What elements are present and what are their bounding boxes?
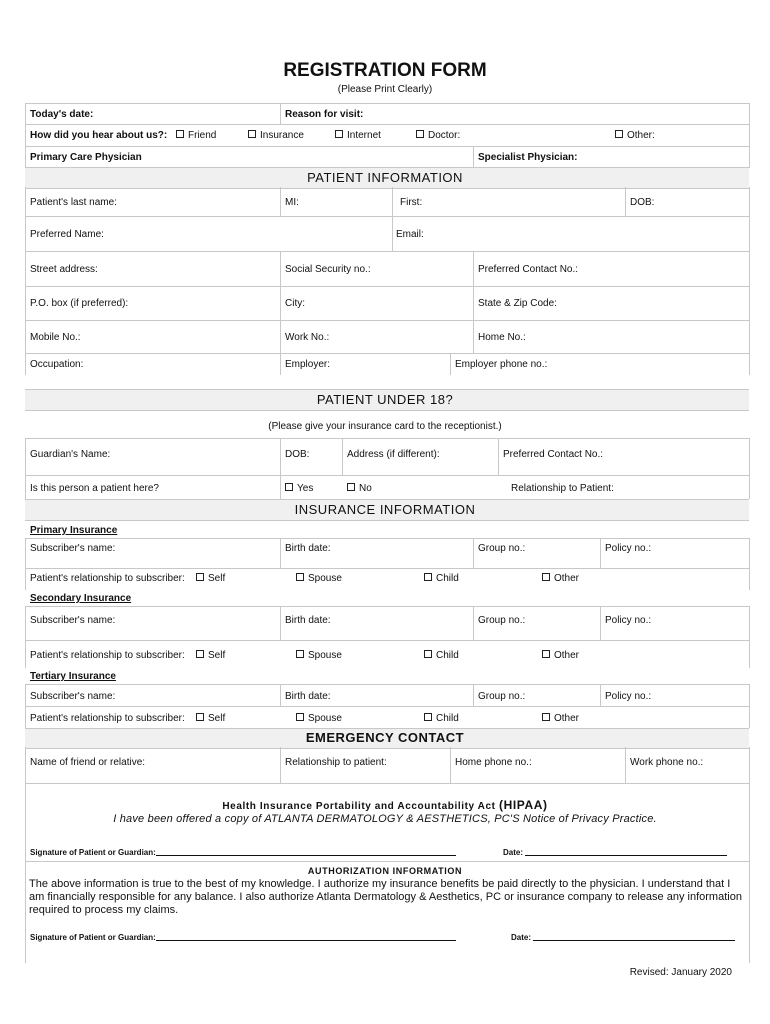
mi-field[interactable]: MI: xyxy=(285,197,299,208)
primary-birth-date-field[interactable]: Birth date: xyxy=(285,543,331,554)
revised-date: Revised: January 2020 xyxy=(629,967,732,978)
doctor-option[interactable]: Doctor: xyxy=(416,130,460,141)
date-line[interactable] xyxy=(525,847,727,856)
pcp-label[interactable]: Primary Care Physician xyxy=(30,152,142,163)
divider xyxy=(473,146,474,168)
checkbox[interactable] xyxy=(424,713,432,721)
divider xyxy=(280,684,281,706)
guardian-contact-field[interactable]: Preferred Contact No.: xyxy=(503,449,604,460)
divider xyxy=(25,187,26,375)
signature-line[interactable] xyxy=(156,847,456,856)
patient-under-18-heading: PATIENT UNDER 18? xyxy=(316,392,454,407)
divider xyxy=(749,538,750,590)
tertiary-group-field[interactable]: Group no.: xyxy=(478,691,526,702)
checkbox[interactable] xyxy=(335,130,343,138)
relationship-to-patient-field[interactable]: Relationship to Patient: xyxy=(511,483,614,494)
divider xyxy=(25,684,749,685)
state-zip-field[interactable]: State & Zip Code: xyxy=(478,298,557,309)
secondary-policy-field[interactable]: Policy no.: xyxy=(605,615,652,626)
divider xyxy=(280,187,281,216)
emergency-work-phone-field[interactable]: Work phone no.: xyxy=(630,757,704,768)
divider xyxy=(25,783,749,784)
employer-field[interactable]: Employer: xyxy=(285,359,331,370)
checkbox[interactable] xyxy=(542,573,550,581)
secondary-self-option[interactable]: Self xyxy=(196,650,225,661)
divider xyxy=(749,438,750,499)
divider xyxy=(600,606,601,640)
primary-insurance-heading: Primary Insurance xyxy=(30,525,118,536)
primary-policy-field[interactable]: Policy no.: xyxy=(605,543,652,554)
signature-line[interactable] xyxy=(156,932,456,941)
tertiary-policy-field[interactable]: Policy no.: xyxy=(605,691,652,702)
checkbox[interactable] xyxy=(296,713,304,721)
checkbox[interactable] xyxy=(424,650,432,658)
divider xyxy=(450,353,451,375)
secondary-group-field[interactable]: Group no.: xyxy=(478,615,526,626)
ssn-field[interactable]: Social Security no.: xyxy=(285,264,371,275)
divider xyxy=(25,640,749,641)
divider xyxy=(25,286,749,287)
divider xyxy=(25,861,749,862)
checkbox[interactable] xyxy=(196,573,204,581)
checkbox[interactable] xyxy=(416,130,424,138)
auth-date-field[interactable]: Date: xyxy=(511,932,735,942)
divider xyxy=(498,438,499,475)
emergency-name-field[interactable]: Name of friend or relative: xyxy=(30,757,146,768)
yes-option[interactable]: Yes xyxy=(285,483,313,494)
divider xyxy=(25,251,749,252)
primary-child-option[interactable]: Child xyxy=(424,573,459,584)
divider xyxy=(25,606,26,668)
divider xyxy=(749,103,750,168)
divider xyxy=(749,187,750,375)
checkbox[interactable] xyxy=(176,130,184,138)
internet-option[interactable]: Internet xyxy=(335,130,381,141)
tertiary-relationship-label: Patient's relationship to subscriber: xyxy=(30,713,185,724)
employer-phone-field[interactable]: Employer phone no.: xyxy=(455,359,548,370)
divider xyxy=(600,684,601,706)
divider xyxy=(600,538,601,568)
divider xyxy=(25,568,749,569)
guardian-address-field[interactable]: Address (if different): xyxy=(347,449,440,460)
divider xyxy=(25,353,749,354)
divider xyxy=(625,747,626,783)
specialist-label[interactable]: Specialist Physician: xyxy=(478,152,578,163)
divider xyxy=(280,747,281,783)
divider xyxy=(392,187,393,251)
divider xyxy=(473,684,474,706)
secondary-relationship-label: Patient's relationship to subscriber: xyxy=(30,650,185,661)
tertiary-birth-date-field[interactable]: Birth date: xyxy=(285,691,331,702)
street-address-field[interactable]: Street address: xyxy=(30,264,98,275)
divider xyxy=(473,606,474,640)
tertiary-spouse-option[interactable]: Spouse xyxy=(296,713,342,724)
secondary-subscriber-field[interactable]: Subscriber's name: xyxy=(30,615,116,626)
divider xyxy=(749,684,750,728)
privacy-notice: I have been offered a copy of ATLANTA DERMATOLOGY & AESTHETICS, PC'S Notice of Privacy Practice. xyxy=(113,813,657,825)
patient-info-heading: PATIENT INFORMATION xyxy=(307,170,463,185)
secondary-other-option[interactable]: Other xyxy=(542,650,579,661)
primary-relationship-label: Patient's relationship to subscriber: xyxy=(30,573,185,584)
divider xyxy=(473,538,474,568)
divider xyxy=(25,684,26,728)
divider xyxy=(25,146,749,147)
divider xyxy=(25,103,749,104)
tertiary-insurance-heading: Tertiary Insurance xyxy=(30,671,116,682)
insurance-option[interactable]: Insurance xyxy=(248,130,304,141)
insurance-card-note: (Please give your insurance card to the receptionist.) xyxy=(268,421,502,432)
last-name-field[interactable]: Patient's last name: xyxy=(30,197,117,208)
divider xyxy=(25,706,749,707)
divider xyxy=(749,606,750,668)
tertiary-self-option[interactable]: Self xyxy=(196,713,225,724)
divider xyxy=(25,124,749,125)
preferred-contact-field[interactable]: Preferred Contact No.: xyxy=(478,264,579,275)
reason-for-visit-label[interactable]: Reason for visit: xyxy=(285,109,364,120)
checkbox[interactable] xyxy=(542,713,550,721)
authorization-text: The above information is true to the best of my knowledge. I authorize my insurance benefits be paid directly to the physician. I understand that I am financially responsible for any balance. I also authorize Atlanta Dermatology & Aesthetics, PC or insurance company to release any information required to process my claims. xyxy=(29,878,742,916)
hipaa-signature-field[interactable]: Signature of Patient or Guardian: xyxy=(30,847,456,857)
date-line[interactable] xyxy=(533,932,735,941)
authorization-heading: AUTHORIZATION INFORMATION xyxy=(307,866,463,876)
auth-signature-field[interactable]: Signature of Patient or Guardian: xyxy=(30,932,456,942)
divider xyxy=(25,438,26,499)
checkbox[interactable] xyxy=(196,650,204,658)
divider xyxy=(280,606,281,640)
occupation-field[interactable]: Occupation: xyxy=(30,359,84,370)
tertiary-subscriber-field[interactable]: Subscriber's name: xyxy=(30,691,116,702)
divider xyxy=(450,747,451,783)
hipaa-date-field[interactable]: Date: xyxy=(503,847,727,857)
divider xyxy=(280,103,281,124)
emergency-relationship-field[interactable]: Relationship to patient: xyxy=(285,757,387,768)
work-phone-field[interactable]: Work No.: xyxy=(285,332,330,343)
emergency-home-phone-field[interactable]: Home phone no.: xyxy=(455,757,532,768)
checkbox[interactable] xyxy=(296,650,304,658)
divider xyxy=(25,747,26,783)
primary-other-option[interactable]: Other xyxy=(542,573,579,584)
form-title: REGISTRATION FORM xyxy=(283,60,487,81)
po-box-field[interactable]: P.O. box (if preferred): xyxy=(30,298,129,309)
checkbox[interactable] xyxy=(248,130,256,138)
todays-date-label[interactable]: Today's date: xyxy=(30,109,94,120)
friend-option[interactable]: Friend xyxy=(176,130,216,141)
secondary-child-option[interactable]: Child xyxy=(424,650,459,661)
divider xyxy=(280,251,281,375)
divider xyxy=(25,320,749,321)
divider xyxy=(280,538,281,568)
guardian-dob-field[interactable]: DOB: xyxy=(285,449,310,460)
divider xyxy=(625,187,626,216)
home-phone-field[interactable]: Home No.: xyxy=(478,332,526,343)
preferred-name-field[interactable]: Preferred Name: xyxy=(30,229,104,240)
checkbox[interactable] xyxy=(296,573,304,581)
mobile-field[interactable]: Mobile No.: xyxy=(30,332,81,343)
checkbox[interactable] xyxy=(196,713,204,721)
divider xyxy=(25,438,749,439)
no-option[interactable]: No xyxy=(347,483,372,494)
tertiary-child-option[interactable]: Child xyxy=(424,713,459,724)
secondary-birth-date-field[interactable]: Birth date: xyxy=(285,615,331,626)
first-name-field[interactable]: First: xyxy=(400,197,423,208)
divider xyxy=(25,103,26,168)
email-field[interactable]: Email: xyxy=(396,229,424,240)
tertiary-other-option[interactable]: Other xyxy=(542,713,579,724)
divider xyxy=(25,538,749,539)
dob-field[interactable]: DOB: xyxy=(630,197,655,208)
primary-subscriber-field[interactable]: Subscriber's name: xyxy=(30,543,116,554)
primary-spouse-option[interactable]: Spouse xyxy=(296,573,342,584)
other-option[interactable]: Other: xyxy=(615,130,655,141)
secondary-spouse-option[interactable]: Spouse xyxy=(296,650,342,661)
divider xyxy=(25,538,26,590)
primary-group-field[interactable]: Group no.: xyxy=(478,543,526,554)
emergency-contact-heading: EMERGENCY CONTACT xyxy=(305,730,465,745)
form-subtitle: (Please Print Clearly) xyxy=(337,84,433,95)
divider xyxy=(749,747,750,783)
divider xyxy=(473,251,474,353)
checkbox[interactable] xyxy=(285,483,293,491)
divider xyxy=(25,216,749,217)
checkbox[interactable] xyxy=(542,650,550,658)
secondary-insurance-heading: Secondary Insurance xyxy=(30,593,132,604)
checkbox[interactable] xyxy=(347,483,355,491)
city-field[interactable]: City: xyxy=(285,298,305,309)
checkbox[interactable] xyxy=(615,130,623,138)
divider xyxy=(25,475,749,476)
checkbox[interactable] xyxy=(424,573,432,581)
primary-self-option[interactable]: Self xyxy=(196,573,225,584)
guardian-name-field[interactable]: Guardian's Name: xyxy=(30,449,111,460)
insurance-info-heading: INSURANCE INFORMATION xyxy=(294,502,476,517)
divider xyxy=(280,438,281,499)
hear-about-label: How did you hear about us?: xyxy=(30,130,168,141)
hipaa-heading: Health Insurance Portability and Accountability Act (HIPAA) xyxy=(222,798,548,812)
is-patient-label: Is this person a patient here? xyxy=(30,483,159,494)
divider xyxy=(342,438,343,475)
divider xyxy=(25,606,749,607)
